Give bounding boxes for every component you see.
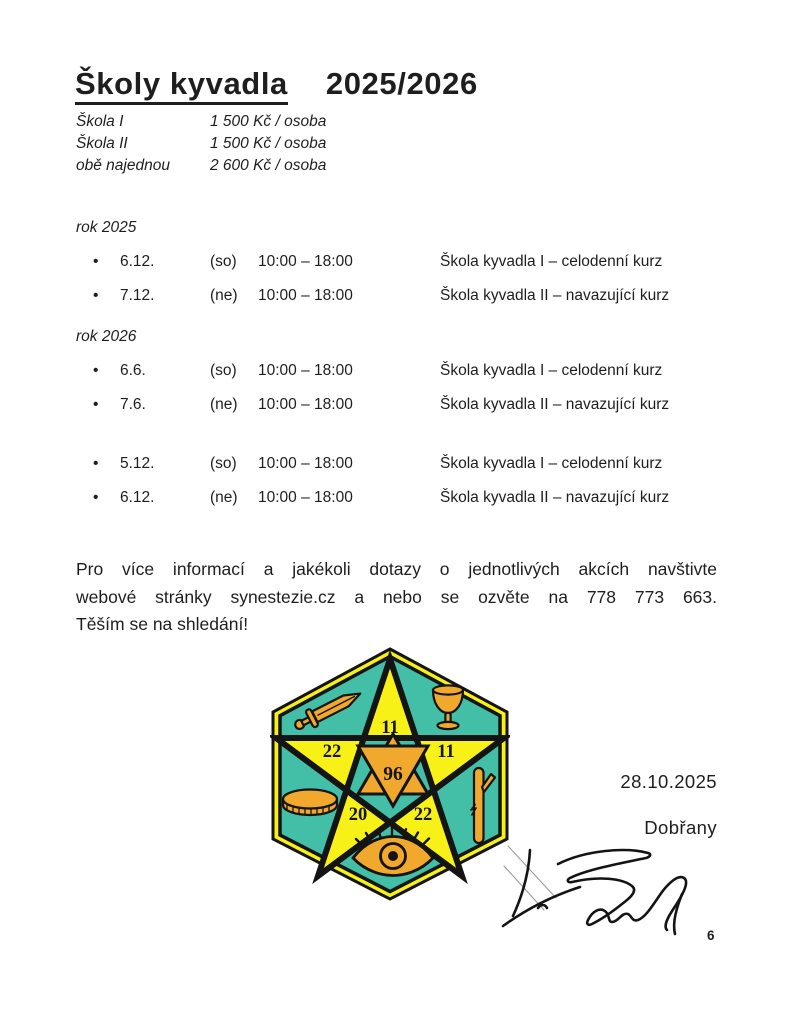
schedule-row bbox=[76, 251, 736, 273]
logo-number-lower-left: 20 bbox=[348, 805, 368, 825]
event-date: 6.12. bbox=[120, 489, 155, 506]
bullet-icon: • bbox=[93, 455, 99, 472]
page-title bbox=[75, 66, 478, 102]
schedule-2025 bbox=[76, 217, 736, 307]
page-number: 6 bbox=[707, 928, 715, 943]
event-course: Škola kyvadla II – navazující kurz bbox=[440, 396, 670, 413]
event-day: (so) bbox=[210, 253, 237, 270]
logo-number-upper-right: 11 bbox=[437, 742, 455, 762]
coin-icon bbox=[283, 790, 337, 816]
event-date: 6.12. bbox=[120, 253, 155, 270]
event-time: 10:00 – 18:00 bbox=[258, 396, 353, 413]
bullet-icon: • bbox=[93, 253, 99, 270]
event-course: Škola kyvadla I – celodenní kurz bbox=[440, 362, 663, 379]
logo-number-lower-right: 22 bbox=[413, 805, 433, 825]
event-time: 10:00 – 18:00 bbox=[258, 253, 353, 270]
schedule-2026 bbox=[76, 326, 736, 509]
event-day: (so) bbox=[210, 362, 237, 379]
date-text: 28.10.2025 bbox=[620, 771, 717, 792]
contact-paragraph bbox=[76, 556, 717, 639]
pentagram-logo bbox=[270, 646, 510, 902]
event-date: 7.6. bbox=[120, 396, 146, 413]
price-row bbox=[76, 111, 326, 133]
bullet-icon: • bbox=[93, 362, 99, 379]
event-time: 10:00 – 18:00 bbox=[258, 362, 353, 379]
schedule-row bbox=[76, 360, 736, 382]
logo-number-upper-left: 22 bbox=[322, 742, 342, 762]
price-label: Škola II bbox=[76, 135, 128, 152]
price-list bbox=[76, 111, 326, 177]
event-day: (ne) bbox=[210, 396, 238, 413]
event-time: 10:00 – 18:00 bbox=[258, 489, 353, 506]
logo-number-center: 96 bbox=[383, 764, 403, 785]
signature-image bbox=[500, 834, 712, 940]
paragraph-line: Pro více informací a jakékoli dotazy o jednotlivých akcích navštivte bbox=[76, 559, 717, 579]
schedule-year-label: rok 2026 bbox=[76, 328, 137, 345]
paragraph-line: webové stránky synestezie.cz a nebo se ozvěte na 778 773 663. bbox=[76, 586, 717, 607]
eye-pupil bbox=[388, 851, 398, 861]
event-day: (so) bbox=[210, 455, 237, 472]
price-label: obě najednou bbox=[76, 157, 170, 174]
schedule-year-label: rok 2025 bbox=[76, 219, 137, 236]
price-value: 2 600 Kč / osoba bbox=[210, 157, 327, 174]
event-course: Škola kyvadla I – celodenní kurz bbox=[440, 455, 663, 472]
bullet-icon: • bbox=[93, 489, 99, 506]
schedule-row bbox=[76, 453, 736, 475]
event-day: (ne) bbox=[210, 489, 238, 506]
price-row bbox=[76, 155, 326, 177]
price-value: 1 500 Kč / osoba bbox=[210, 113, 327, 130]
bullet-icon: • bbox=[93, 287, 99, 304]
event-date: 6.6. bbox=[120, 362, 146, 379]
place-text: Dobřany bbox=[644, 817, 717, 838]
event-course: Škola kyvadla II – navazující kurz bbox=[440, 287, 670, 304]
price-value: 1 500 Kč / osoba bbox=[210, 135, 327, 152]
event-course: Škola kyvadla I – celodenní kurz bbox=[440, 253, 663, 270]
price-row bbox=[76, 133, 326, 155]
title-underlined: Školy kyvadla bbox=[75, 66, 288, 105]
schedule-row bbox=[76, 285, 736, 307]
event-time: 10:00 – 18:00 bbox=[258, 455, 353, 472]
price-label: Škola I bbox=[76, 113, 124, 130]
schedule-row bbox=[76, 487, 736, 509]
paragraph-line: Těším se na shledání! bbox=[76, 614, 249, 635]
schedule-row bbox=[76, 394, 736, 416]
title-year: 2025/2026 bbox=[325, 66, 478, 101]
logo-number-top: 11 bbox=[381, 718, 399, 738]
event-course: Škola kyvadla II – navazující kurz bbox=[440, 489, 670, 506]
event-date: 5.12. bbox=[120, 455, 155, 472]
event-date: 7.12. bbox=[120, 287, 155, 304]
bullet-icon: • bbox=[93, 396, 99, 413]
event-time: 10:00 – 18:00 bbox=[258, 287, 353, 304]
event-day: (ne) bbox=[210, 287, 238, 304]
